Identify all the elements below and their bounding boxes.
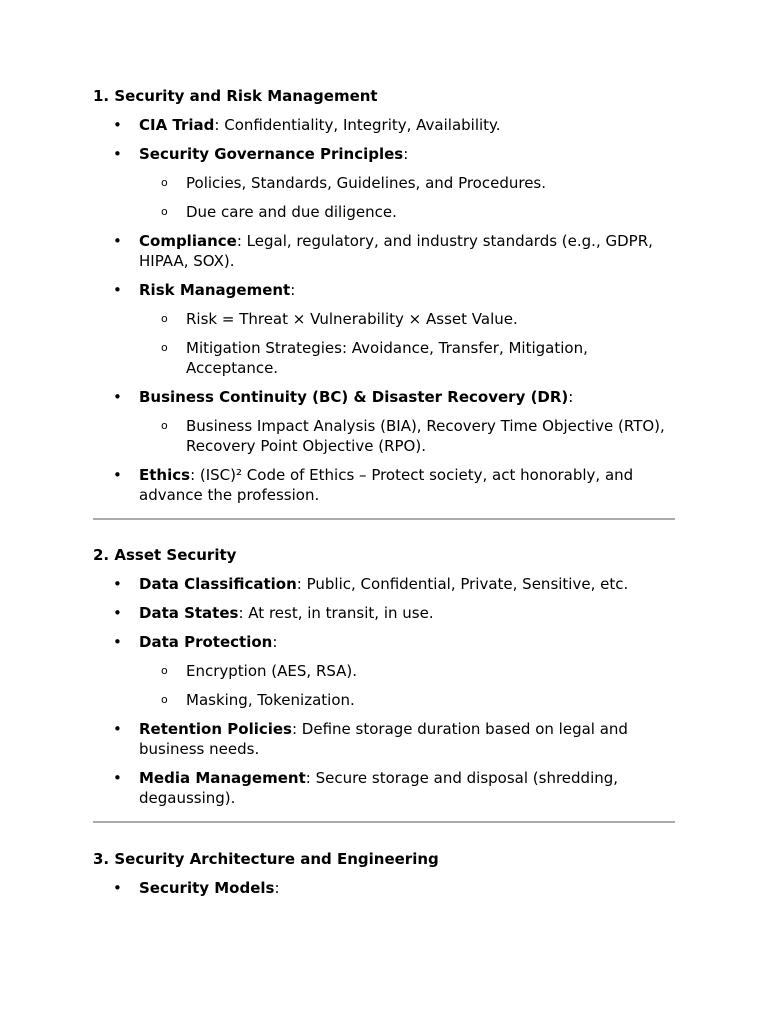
item-term: Data Classification — [139, 575, 297, 593]
list-item-risk-management — [93, 280, 675, 300]
sub-item — [93, 202, 675, 222]
item-term: Business Continuity (BC) & Disaster Recovery (DR) — [139, 388, 569, 406]
section-divider — [93, 518, 675, 520]
item-term: Security Governance Principles — [139, 145, 404, 163]
item-text: : (ISC)² Code of Ethics – Protect society, act honorably, and advance the profession. — [139, 466, 634, 504]
sub-item — [93, 416, 675, 456]
list-item-security-models — [93, 878, 675, 898]
section-heading: 1. Security and Risk Management — [93, 87, 378, 105]
bullet-icon: • — [113, 604, 122, 622]
bullet-icon: • — [113, 575, 122, 593]
section-security-architecture — [93, 849, 675, 898]
sub-item — [93, 338, 675, 378]
list-item-data-protection — [93, 632, 675, 652]
sub-item-text: Risk = Threat × Vulnerability × Asset Value. — [186, 310, 518, 328]
section-asset-security — [93, 545, 675, 808]
list-item-retention-policies — [93, 719, 675, 759]
section-security-risk-management — [93, 86, 675, 505]
item-term: Ethics — [139, 466, 191, 484]
sub-bullet-icon: o — [161, 693, 168, 706]
item-term: Compliance — [139, 232, 237, 250]
sub-item — [93, 661, 675, 681]
sub-item — [93, 173, 675, 193]
sub-bullet-icon: o — [161, 664, 168, 677]
list-item-compliance — [93, 231, 675, 271]
item-text: : Confidentiality, Integrity, Availability. — [214, 116, 501, 134]
item-text: : — [274, 879, 280, 897]
item-term: Media Management — [139, 769, 306, 787]
bullet-icon: • — [113, 116, 122, 134]
list-item-media-management — [93, 768, 675, 808]
sub-item — [93, 690, 675, 710]
sub-item-text: Policies, Standards, Guidelines, and Procedures. — [186, 174, 547, 192]
sub-item — [93, 309, 675, 329]
sub-bullet-icon: o — [161, 419, 168, 432]
item-text: : — [403, 145, 409, 163]
item-term: Risk Management — [139, 281, 291, 299]
sub-item-text: Mitigation Strategies: Avoidance, Transfer, Mitigation, Acceptance. — [186, 339, 588, 377]
section-divider — [93, 821, 675, 823]
list-item-bc-dr — [93, 387, 675, 407]
item-term: CIA Triad — [139, 116, 215, 134]
item-text: : At rest, in transit, in use. — [238, 604, 434, 622]
bullet-icon: • — [113, 388, 122, 406]
sub-item-text: Encryption (AES, RSA). — [186, 662, 358, 680]
item-term: Retention Policies — [139, 720, 292, 738]
bullet-icon: • — [113, 281, 122, 299]
bullet-list — [93, 878, 675, 898]
item-text: : Public, Confidential, Private, Sensitive, etc. — [296, 575, 629, 593]
list-item-data-classification — [93, 574, 675, 594]
section-heading: 2. Asset Security — [93, 546, 237, 564]
bullet-icon: • — [113, 879, 122, 897]
sub-item-text: Due care and due diligence. — [186, 203, 397, 221]
sub-item-text: Masking, Tokenization. — [186, 691, 355, 709]
bullet-list — [93, 574, 675, 808]
item-text: : Define storage duration based on legal and business needs. — [139, 720, 628, 758]
sub-bullet-icon: o — [161, 176, 168, 189]
bullet-icon: • — [113, 769, 122, 787]
section-heading: 3. Security Architecture and Engineering — [93, 850, 439, 868]
item-term: Data States — [139, 604, 239, 622]
bullet-icon: • — [113, 633, 122, 651]
item-text: : — [272, 633, 278, 651]
bullet-icon: • — [113, 145, 122, 163]
sub-item-text: Business Impact Analysis (BIA), Recovery Time Objective (RTO), Recovery Point Objective (RPO). — [186, 417, 665, 455]
item-text: : — [568, 388, 574, 406]
bullet-icon: • — [113, 232, 122, 250]
list-item-data-states — [93, 603, 675, 623]
sub-bullet-icon: o — [161, 341, 168, 354]
bullet-icon: • — [113, 720, 122, 738]
bullet-icon: • — [113, 466, 122, 484]
bullet-list — [93, 115, 675, 505]
list-item-ethics — [93, 465, 675, 505]
sub-bullet-icon: o — [161, 312, 168, 325]
item-text: : Legal, regulatory, and industry standards (e.g., GDPR, HIPAA, SOX). — [139, 232, 653, 270]
item-text: : — [290, 281, 296, 299]
sub-bullet-icon: o — [161, 205, 168, 218]
item-text: : Secure storage and disposal (shredding, degaussing). — [139, 769, 619, 807]
item-term: Data Protection — [139, 633, 273, 651]
item-term: Security Models — [139, 879, 275, 897]
list-item-governance — [93, 144, 675, 164]
list-item-cia-triad — [93, 115, 675, 135]
